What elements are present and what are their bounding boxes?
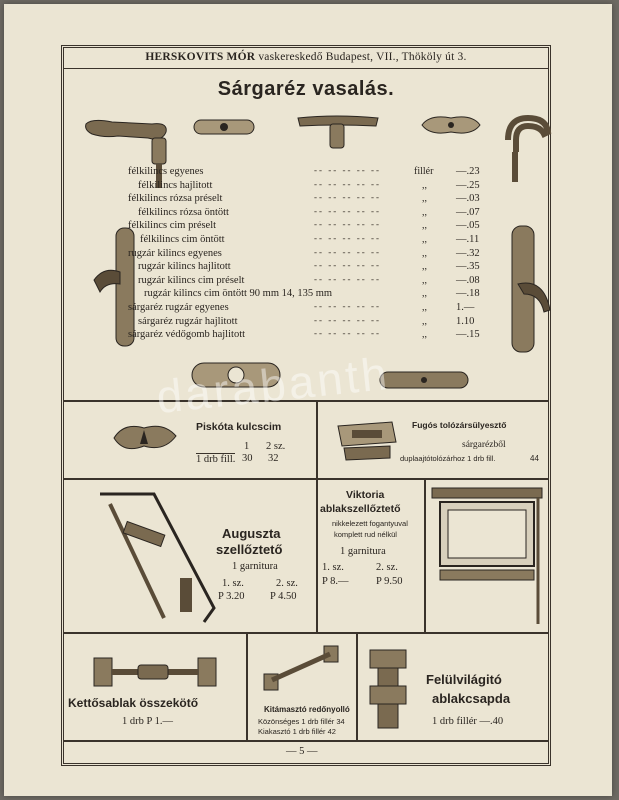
item-name: rugzár kilincs hajlitott: [138, 261, 231, 273]
fugos-title: Fugós tolózársülyesztő: [412, 420, 507, 430]
fugos-price: 44: [530, 454, 539, 463]
item-price: —.05: [456, 220, 480, 232]
leader-dots: -- -- -- -- --: [314, 192, 381, 203]
price-list-item: [64, 207, 548, 220]
auguszta-set: 1 garnitura: [232, 561, 278, 572]
price-list-item: [64, 329, 548, 342]
page-number: — 5 —: [286, 746, 318, 757]
leader-dots: -- -- -- -- --: [314, 260, 381, 271]
item-name: félkilincs rózsa préselt: [128, 193, 223, 205]
item-name: rugzár kilincs egyenes: [128, 247, 222, 259]
unit-label: ,,: [422, 247, 427, 259]
price-list-item: [64, 166, 548, 179]
item-price: —.23: [456, 166, 480, 177]
item-price: —.32: [456, 247, 480, 259]
divider: [356, 632, 358, 740]
item-name: félkilincs egyenes: [128, 166, 204, 177]
item-price: —.11: [456, 234, 480, 245]
viktoria-title-2: ablakszellőztető: [320, 503, 401, 515]
fugos-line: duplaajtótolózárhoz 1 drb fill.: [400, 454, 496, 463]
header-rule: [64, 68, 548, 69]
unit-label: ,,: [422, 288, 427, 300]
viktoria-sub-2: komplett rud nélkül: [334, 530, 397, 539]
leader-dots: -- -- -- -- --: [314, 233, 381, 243]
item-price: —.18: [456, 288, 480, 300]
transom-window-icon: [426, 484, 548, 630]
felulvilagito-title-1: Felülvilágitó: [426, 672, 502, 687]
auguszta-title-1: Auguszta: [222, 526, 281, 541]
item-name: félkilincs hajlitott: [138, 179, 213, 191]
firm-name: HERSKOVITS MÓR: [145, 51, 256, 63]
item-name: sárgaréz védőgomb hajlitott: [128, 329, 246, 341]
unit-label: ,,: [422, 179, 427, 191]
page-title: Sárgaréz vasalás.: [217, 78, 395, 100]
unit-label: fillér: [414, 166, 434, 177]
unit-label: ,,: [422, 302, 427, 313]
price-list-item: [64, 261, 548, 274]
divider: [64, 478, 548, 480]
item-name: sárgaréz rugzár hajlitott: [138, 315, 238, 327]
piskota-col1: 1: [244, 441, 250, 452]
leader-dots: -- -- -- -- --: [314, 273, 381, 284]
piskota-row-label: 1 drb fill.: [196, 454, 236, 465]
piskota-title: Piskóta kulcscim: [196, 421, 282, 433]
viktoria-col-2: 2. sz.: [376, 562, 398, 573]
auguszta-col-1: 1. sz.: [222, 578, 244, 589]
price-list-item: [64, 316, 548, 329]
firm-address: vaskereskedő Budapest, VII., Thököly út 3.: [258, 51, 467, 63]
item-name: rugzár kilincs cim préselt: [138, 274, 245, 286]
item-price: —.25: [456, 179, 480, 191]
item-name: rugzár kilincs cim öntött 90 mm 14, 135 mm: [144, 288, 333, 300]
divider: [316, 400, 318, 478]
kitamaszto-line-2: Kiakasztó 1 drb fillér 42: [258, 727, 336, 736]
piskota-price-1: 30: [242, 453, 253, 464]
item-price: —.35: [456, 261, 480, 273]
unit-label: ,,: [422, 206, 427, 218]
felulvilagito-title-2: ablakcsapda: [432, 691, 511, 706]
auguszta-price-1: P 3.20: [218, 591, 245, 602]
auguszta-col-2: 2. sz.: [276, 578, 298, 589]
item-name: félkilincs cim préselt: [128, 220, 217, 232]
unit-label: ,,: [422, 329, 427, 341]
leader-dots: -- -- -- -- --: [314, 328, 381, 339]
kettos-title: Kettősablak összekötő: [68, 696, 199, 710]
page-frame: [61, 45, 551, 766]
item-price: —.03: [456, 193, 480, 205]
viktoria-price-1: P 8.—: [322, 576, 349, 587]
shutter-prop-icon: [260, 642, 344, 696]
unit-label: ,,: [422, 261, 427, 273]
price-list-item: [64, 220, 548, 233]
viktoria-title-1: Viktoria: [346, 489, 385, 501]
flush-bolt-icon: [334, 418, 400, 468]
watermark: darabanth: [153, 346, 393, 424]
price-list-item: [64, 275, 548, 288]
unit-label: ,,: [422, 193, 427, 205]
kettos-price: 1 drb P 1.—: [122, 716, 173, 727]
piskota-col2: 2 sz.: [266, 441, 286, 452]
item-name: félkilincs cim öntött: [140, 234, 225, 245]
divider: [316, 478, 318, 632]
window-ventilator-icon: [94, 488, 224, 628]
leader-dots: -- -- -- -- --: [314, 219, 381, 230]
key-escutcheon-icon: [110, 418, 180, 458]
t-handle-icon: [296, 112, 380, 152]
leader-dots: -- -- -- -- --: [314, 205, 381, 216]
unit-label: ,,: [422, 220, 427, 232]
divider: [64, 740, 548, 742]
leader-dots: -- -- -- -- --: [314, 301, 381, 311]
item-price: —.15: [456, 329, 480, 341]
item-price: —.07: [456, 206, 480, 218]
leader-dots: -- -- -- -- --: [314, 178, 381, 189]
leader-dots: -- -- -- -- --: [314, 165, 381, 175]
unit-label: ,,: [422, 315, 427, 327]
viktoria-set: 1 garnitura: [340, 546, 386, 557]
escutcheon-icon: [420, 114, 482, 136]
double-window-connector-icon: [90, 652, 220, 692]
auguszta-price-2: P 4.50: [270, 591, 297, 602]
viktoria-price-2: P 9.50: [376, 576, 403, 587]
divider: [246, 632, 248, 740]
price-list-item: [64, 193, 548, 206]
item-price: 1.10: [456, 315, 475, 327]
rosette-icon: [192, 116, 256, 138]
price-list-item: [64, 234, 548, 247]
transom-catch-icon: [364, 644, 420, 734]
page-header: [64, 51, 548, 63]
price-list-item: [64, 180, 548, 193]
unit-label: ,,: [422, 234, 427, 245]
leader-dots: -- -- -- -- --: [314, 314, 381, 325]
price-list-item: [64, 248, 548, 261]
kitamaszto-line-1: Közönséges 1 drb fillér 34: [258, 717, 345, 726]
felulvilagito-price: 1 drb fillér —.40: [432, 716, 504, 727]
auguszta-title-2: szellőztető: [216, 542, 283, 557]
item-name: félkilincs rózsa öntött: [138, 206, 229, 218]
leader-dots: -- -- -- -- --: [314, 246, 381, 257]
viktoria-sub-1: nikkelezett fogantyuval: [332, 519, 408, 528]
unit-label: ,,: [422, 274, 427, 286]
keyhole-plate-icon: [378, 368, 470, 392]
item-price: 1.—: [456, 302, 475, 313]
piskota-price-2: 32: [268, 453, 279, 464]
price-list-item: [64, 302, 548, 315]
catalog-page: [4, 4, 612, 796]
item-name: sárgaréz rugzár egyenes: [128, 302, 229, 313]
fugos-material: sárgarézből: [462, 440, 506, 450]
kitamaszto-title: Kitámasztó redőnyolló: [264, 705, 350, 714]
price-list-item: [64, 288, 548, 301]
divider: [64, 632, 548, 634]
item-price: —.08: [456, 274, 480, 286]
viktoria-col-1: 1. sz.: [322, 562, 344, 573]
